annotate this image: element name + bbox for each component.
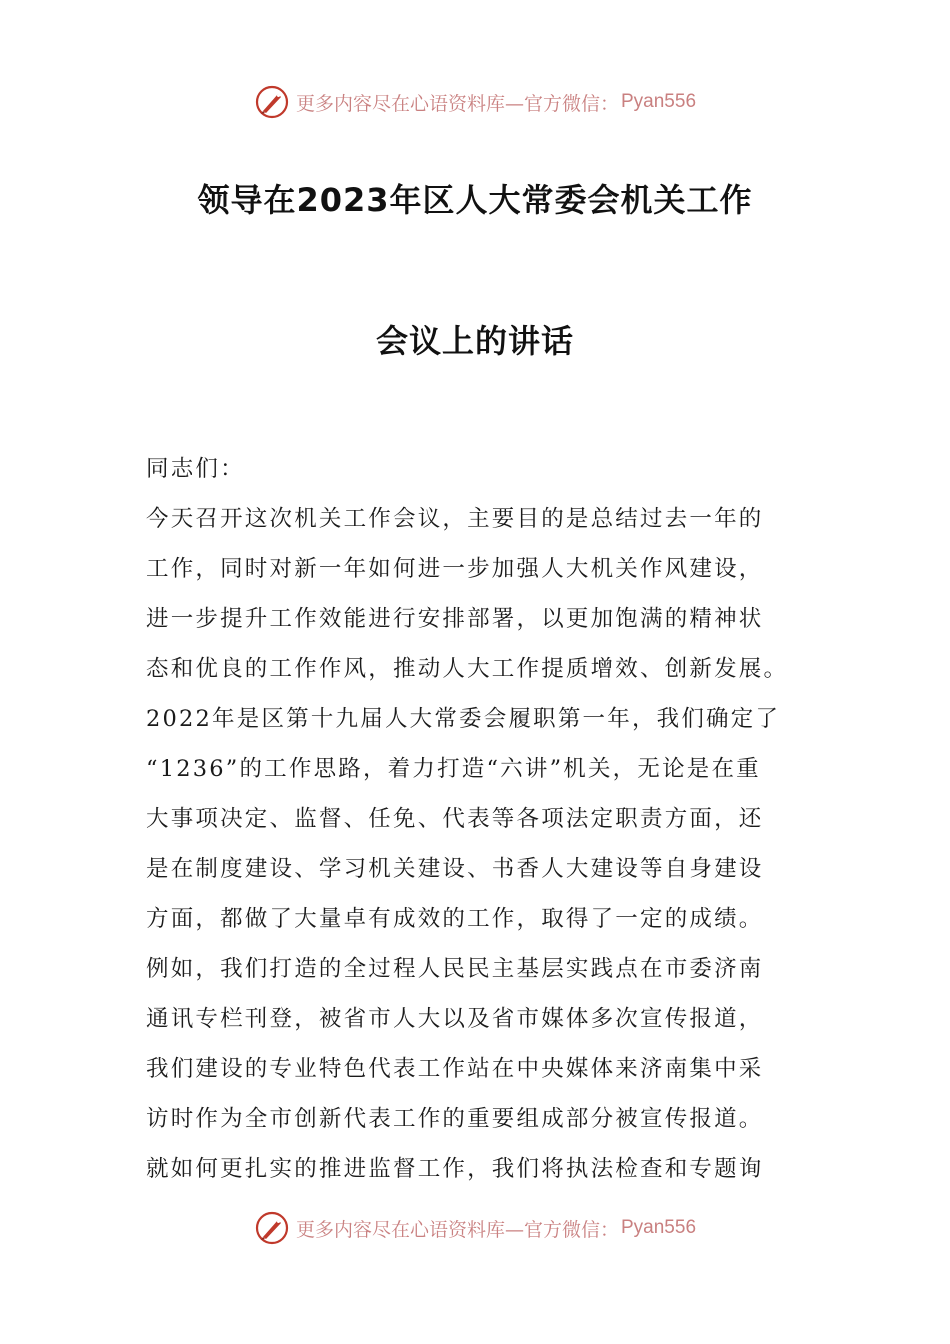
header-watermark — [0, 82, 950, 122]
text-line: 通讯专栏刊登，被省市人大以及省市媒体多次宣传报道， — [146, 1006, 764, 1032]
text-line: “1236”的工作思路，着力打造“六讲”机关，无论是在重 — [146, 756, 761, 782]
pen-nib-logo-icon — [254, 1210, 290, 1246]
text-line: 态和优良的工作作风，推动人大工作提质增效、创新发展。 — [146, 656, 789, 682]
footer-watermark — [0, 1208, 950, 1248]
text-line: 大事项决定、监督、任免、代表等各项法定职责方面，还 — [146, 806, 764, 832]
text-line: 2022年是区第十九届人大常委会履职第一年，我们确定了 — [146, 706, 781, 732]
watermark-handle: Pyan556 — [621, 1217, 697, 1238]
text-line: 访时作为全市创新代表工作的重要组成部分被宣传报道。 — [146, 1106, 764, 1132]
text-line: 就如何更扎实的推进监督工作，我们将执法检查和专题询 — [146, 1156, 764, 1182]
text-line: 我们建设的专业特色代表工作站在中央媒体来济南集中采 — [146, 1056, 764, 1082]
watermark-text: 更多内容尽在心语资料库—官方微信： — [295, 92, 619, 115]
text-line: 进一步提升工作效能进行安排部署，以更加饱满的精神状 — [146, 606, 764, 632]
watermark-handle: Pyan556 — [621, 91, 697, 112]
document-title-line-1: 领导在2023年区人大常委会机关工作 — [197, 181, 753, 219]
text-line: 是在制度建设、学习机关建设、书香人大建设等自身建设 — [146, 856, 764, 882]
body-paragraph — [146, 494, 811, 1194]
text-line: 方面，都做了大量卓有成效的工作，取得了一定的成绩。 — [146, 906, 764, 932]
pen-nib-logo-icon — [254, 84, 290, 120]
text-line: 今天召开这次机关工作会议，主要目的是总结过去一年的 — [146, 506, 764, 532]
text-line: 工作，同时对新一年如何进一步加强人大机关作风建设， — [146, 556, 764, 582]
watermark-text: 更多内容尽在心语资料库—官方微信： — [295, 1218, 619, 1241]
greeting: 同志们： — [146, 456, 245, 482]
text-line: 例如，我们打造的全过程人民民主基层实践点在市委济南 — [146, 956, 764, 982]
document-title-line-2: 会议上的讲话 — [375, 322, 574, 360]
